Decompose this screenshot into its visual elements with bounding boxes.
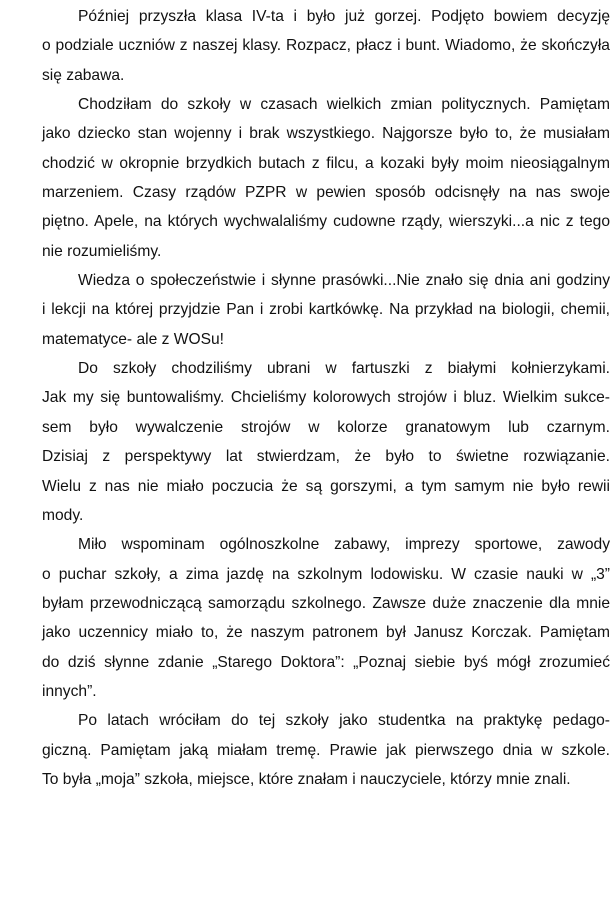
text-line: jako dziecko stan wojenny i brak wszystkiego. Najgorsze było to, że musiałam	[42, 125, 610, 143]
text-line: Miło wspominam ogólnoszkolne zabawy, imprezy sportowe, zawody	[78, 536, 610, 554]
text-line: Wiedza o społeczeństwie i słynne prasówki...Nie znało się dnia ani godziny	[78, 272, 610, 290]
text-line: się zabawa.	[42, 66, 125, 84]
text-line: do dziś słynne zdanie „Starego Doktora”: „Poznaj siebie byś mógł zrozumieć	[42, 653, 610, 671]
text-line: Dzisiaj z perspektywy lat stwierdzam, że było to świetne rozwiązanie.	[42, 448, 610, 466]
text-line: i lekcji na której przyjdzie Pan i zrobi kartkówkę. Na przykład na biologii, chemii,	[42, 301, 610, 319]
text-line: o podziale uczniów z naszej klasy. Rozpacz, płacz i bunt. Wiadomo, że skończyła	[42, 37, 610, 55]
text-line: marzeniem. Czasy rządów PZPR w pewien sposób odcisnęły na nas swoje	[42, 184, 610, 202]
text-line: Wielu z nas nie miało poczucia że są gorszymi, a tym samym nie było rewii	[42, 477, 610, 495]
text-line: To była „moja” szkoła, miejsce, które znałam i nauczyciele, którzy mnie znali.	[42, 770, 571, 788]
text-line: giczną. Pamiętam jaką miałam tremę. Prawie jak pierwszego dnia w szkole.	[42, 741, 610, 759]
text-line: nie rozumieliśmy.	[42, 242, 162, 260]
text-line: Chodziłam do szkoły w czasach wielkich zmian politycznych. Pamiętam	[78, 96, 610, 114]
text-line: chodzić w okropnie brzydkich butach z filcu, a kozaki były moim nieosiągalnym	[42, 154, 610, 172]
text-line: innych”.	[42, 682, 97, 700]
paragraph	[6, 706, 610, 794]
text-line: piętno. Apele, na których wychwalaliśmy cudowne rządy, wierszyki...a nic z tego	[42, 213, 610, 231]
text-line: Do szkoły chodziliśmy ubrani w fartuszki z białymi kołnierzykami.	[78, 360, 610, 378]
paragraph	[6, 90, 610, 266]
text-line: matematyce- ale z WOSu!	[42, 330, 224, 348]
paragraph	[6, 354, 610, 530]
paragraph	[6, 530, 610, 706]
text-line: mody.	[42, 506, 84, 524]
text-line: Później przyszła klasa IV-ta i było już gorzej. Podjęto bowiem decyzję	[78, 8, 610, 25]
paragraph	[6, 2, 610, 90]
text-line: o puchar szkoły, a zima jazdę na szkolnym lodowisku. W czasie nauki w „3”	[42, 565, 610, 583]
text-line: jako uczennicy miało to, że naszym patronem był Janusz Korczak. Pamiętam	[42, 624, 610, 642]
text-line: byłam przewodniczącą samorządu szkolnego. Zawsze duże znaczenie dla mnie	[42, 594, 610, 612]
paragraph	[6, 266, 610, 354]
text-line: Jak my się buntowaliśmy. Chcieliśmy kolorowych strojów i bluz. Wielkim sukce-	[42, 389, 610, 407]
text-line: sem było wywalczenie strojów w kolorze granatowym lub czarnym.	[42, 418, 610, 436]
text-line: Po latach wróciłam do tej szkoły jako studentka na praktykę pedago-	[78, 712, 610, 730]
